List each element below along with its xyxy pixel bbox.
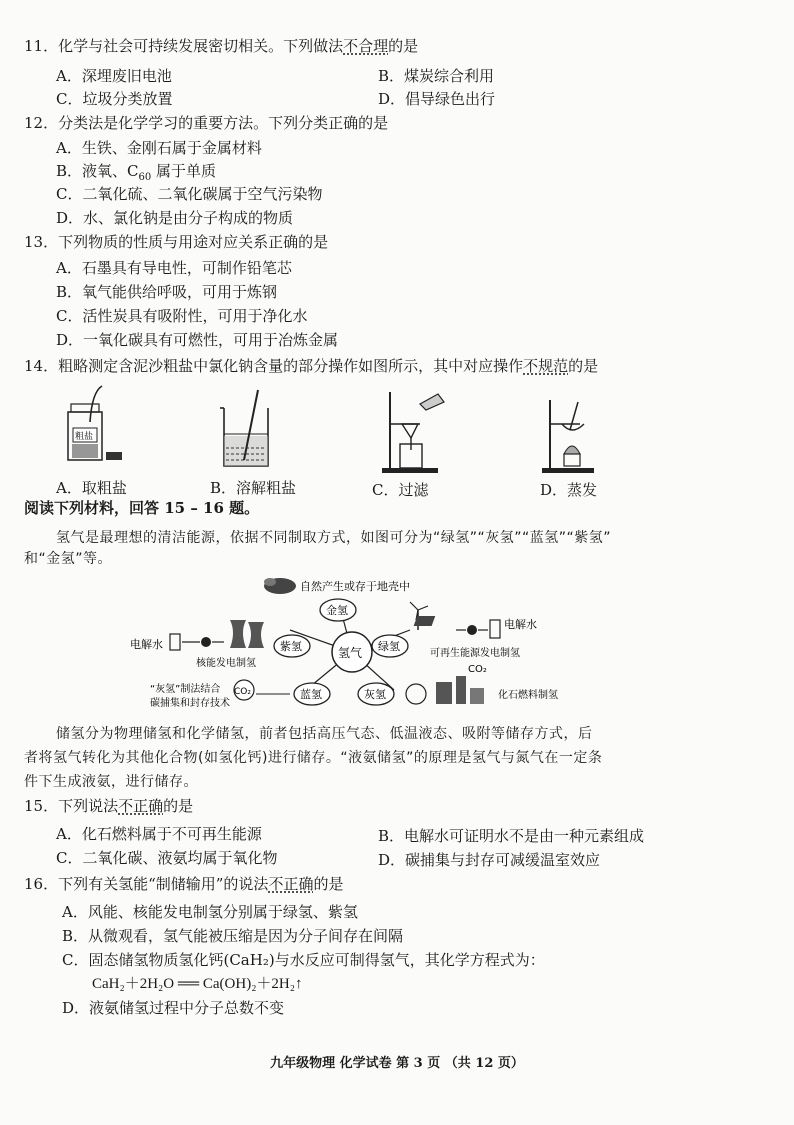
center-hydrogen-label: 氢气 [338,646,363,660]
purple-note: 核能发电制氢 [196,658,256,669]
q14-option-d: D．蒸发 [540,481,598,499]
beaker-dissolve-figure [214,388,278,472]
q12-option-a: A．生铁、金刚石属于金属材料 [56,139,262,157]
cycle-icon [406,684,426,704]
q13-option-a: A．石墨具有导电性，可制作铅笔芯 [56,259,292,277]
green-right-electrolysis-label: 电解水 [504,618,537,631]
q16-equation: CaH₂＋2H₂O ══ Ca(OH)₂＋2H₂↑ [92,976,303,992]
q11-option-d: D．倡导绿色出行 [378,90,496,108]
gold-hydrogen-label: 金氢 [326,604,348,617]
q11-option-b: B．煤炭综合利用 [378,67,495,85]
bulb-icon [201,637,211,647]
reading-header: 阅读下列材料，回答 15 – 16 题。 [24,499,260,517]
coarse-salt-bottle-figure [62,382,126,472]
hydrogen-color-diagram [120,570,720,712]
blue-note-line1: “灰氢”制法结合 [150,684,221,695]
blue-hydrogen-label: 蓝氢 [300,688,322,701]
q11-option-a: A．深埋废旧电池 [56,67,172,85]
blue-note-line2: 碳捕集和封存技术 [150,698,230,709]
reading-para2-line3: 件下生成液氨，进行储存。 [24,774,198,790]
reading-para1-line1: 氢气是最理想的清洁能源，依据不同制取方式，如图可分为“绿氢”“灰氢”“蓝氢”“紫氢” [56,530,612,546]
reading-para2-line2: 者将氢气转化为其他化合物(如氢化钙)进行储存。“液氨储氢”的原理是氢气与氮气在一定条 [24,750,603,766]
q12-option-c: C．二氧化硫、二氧化碳属于空气污染物 [56,185,323,203]
factory-icon [436,682,452,704]
q15-option-d: D．碳捕集与封存可减缓温室效应 [378,851,601,869]
q16-option-d: D．液氨储氢过程中分子总数不变 [62,999,285,1017]
q11-option-c: C．垃圾分类放置 [56,90,173,108]
electrolysis-cell-icon [170,634,180,650]
q14-option-a: A．取粗盐 [56,479,127,497]
gray-hydrogen-label: 灰氢 [364,688,386,701]
q13-option-b: B．氧气能供给呼吸，可用于炼钢 [56,283,278,301]
q15-option-c: C．二氧化碳、液氨均属于氧化物 [56,849,278,867]
bottle-label: 粗盐 [75,432,94,442]
q13-stem: 13．下列物质的性质与用途对应关系正确的是 [24,233,329,251]
q13-option-d: D．一氧化碳具有可燃性，可用于冶炼金属 [56,331,339,349]
q14-option-c: C．过滤 [372,481,429,499]
q15-option-a: A．化石燃料属于不可再生能源 [56,825,262,843]
reading-para1-line2: 和“金氢”等。 [24,551,113,567]
page-footer: 九年级物理 化学试卷 第 3 页 （共 12 页） [270,1056,524,1071]
q16-option-c: C．固态储氢物质氢化钙(CaH₂)与水反应可制得氢气，其化学方程式为： [62,951,545,969]
cooling-tower-icon [230,620,246,648]
gold-note: 自然产生或存于地壳中 [300,580,410,593]
gray-note: 化石燃料制氢 [498,690,558,701]
gray-co2-label: CO₂ [468,664,487,675]
purple-left-electrolysis-label: 电解水 [130,638,163,651]
q16-option-b: B．从微观看，氢气能被压缩是因为分子间存在间隔 [62,927,404,945]
filtration-figure [380,386,452,476]
q14-stem: 14．粗略测定含泥沙粗盐中氯化钠含量的部分操作如图所示，其中对应操作不规范的是 [24,357,599,375]
q12-stem: 12．分类法是化学学习的重要方法。下列分类正确的是 [24,114,389,132]
evaporation-figure [540,394,600,476]
purple-hydrogen-label: 紫氢 [280,640,302,653]
solar-panel-icon [414,616,436,626]
q16-option-a: A．风能、核能发电制氢分别属于绿氢、紫氢 [62,903,358,921]
q11-stem: 11．化学与社会可持续发展密切相关。下列做法不合理的是 [24,37,419,55]
q15-stem: 15．下列说法不正确的是 [24,797,194,815]
q12-option-d: D．水、氯化钠是由分子构成的物质 [56,209,294,227]
green-note: 可再生能源发电制氢 [430,648,520,659]
q12-option-b: B．液氧、$C_{60}$ 属于单质 [56,162,217,183]
electrolysis-cell-icon [490,620,500,638]
green-hydrogen-label: 绿氢 [378,640,400,653]
q14-option-b: B．溶解粗盐 [210,479,297,497]
q15-option-b: B．电解水可证明水不是由一种元素组成 [378,827,645,845]
q16-stem: 16．下列有关氢能“制储输用”的说法不正确的是 [24,875,344,893]
blue-co2-label: CO₂ [234,687,251,697]
rocks-icon [264,578,296,594]
reading-para2-line1: 储氢分为物理储氢和化学储氢，前者包括高压气态、低温液态、吸附等储存方式，后 [56,726,593,742]
q13-option-c: C．活性炭具有吸附性，可用于净化水 [56,307,308,325]
